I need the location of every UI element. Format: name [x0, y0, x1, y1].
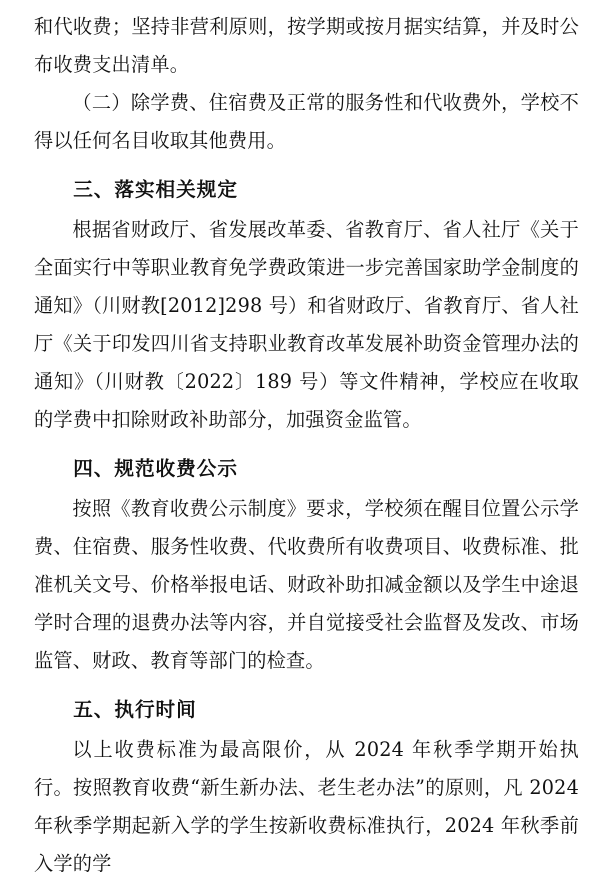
paragraph-continued: 和代收费；坚持非营利原则，按学期或按月据实结算，并及时公布收费支出清单。 — [34, 15, 579, 76]
document-body — [34, 8, 579, 883]
paragraph-item-two: （二）除学费、住宿费及正常的服务性和代收费外，学校不得以任何名目收取其他费用。 — [34, 91, 579, 152]
section-heading-three: 三、落实相关规定 — [73, 178, 238, 201]
section-heading-five: 五、执行时间 — [73, 698, 197, 721]
section-heading-four: 四、规范收费公示 — [73, 457, 238, 480]
paragraph-section-five-body: 以上收费标准为最高限价，从 2024 年秋季学期开始执行。按照教育收费“新生新办法、老生老办法”的原则，凡 2024 年秋季学期起新入学的学生按新收费标准执行，2024 年秋季前入学的学 — [34, 738, 579, 875]
paragraph-section-four-body: 按照《教育收费公示制度》要求，学校须在醒目位置公示学费、住宿费、服务性收费、代收费所有收费项目、收费标准、批准机关文号、价格举报电话、财政补助扣减金额以及学生中途退学时合理的退费办法等内容，并自觉接受社会监督及发改、市场监管、财政、教育等部门的检查。 — [34, 497, 579, 672]
paragraph-section-three-body: 根据省财政厅、省发展改革委、省教育厅、省人社厅《关于全面实行中等职业教育免学费政策进一步完善国家助学金制度的通知》（川财教[2012]298 号）和省财政厅、省教育厅、省人社厅《关于印发四川省支持职业教育改革发展补助资金管理办法的通知》（川财教〔2022〕189 号）等文件精神，学校应在收取的学费中扣除财政补助部分，加强资金监管。 — [34, 218, 579, 431]
